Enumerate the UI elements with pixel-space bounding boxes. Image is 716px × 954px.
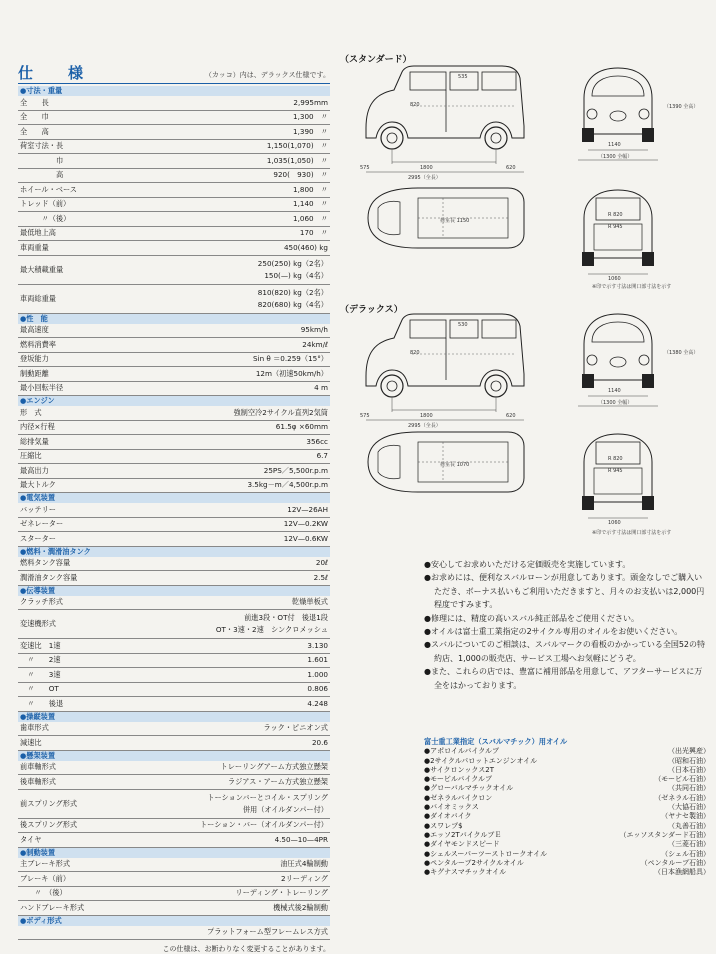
spec-label: ゼネレーター bbox=[20, 519, 64, 529]
spec-value-group bbox=[273, 902, 328, 914]
spec-value-group bbox=[314, 382, 328, 394]
spec-label: 後スプリング形式 bbox=[20, 820, 78, 830]
spec-row bbox=[18, 198, 330, 213]
spec-value-group bbox=[207, 926, 328, 938]
spec-value-group bbox=[275, 834, 328, 846]
spec-label: 形 式 bbox=[20, 407, 42, 417]
spec-value: 前進3段・OT付 後退1段 bbox=[244, 613, 328, 622]
sales-notes bbox=[424, 558, 710, 692]
spec-row bbox=[18, 571, 330, 586]
spec-value-group bbox=[307, 654, 328, 666]
spec-value: 95km/h bbox=[300, 325, 328, 335]
spec-label: 巾 bbox=[20, 155, 64, 165]
spec-title: 仕 様 bbox=[18, 64, 94, 82]
spec-row bbox=[18, 503, 330, 518]
spec-value: 0.806 bbox=[307, 684, 328, 694]
spec-value-group bbox=[314, 572, 328, 584]
spec-value-group bbox=[258, 258, 328, 282]
spec-label: 前スプリング形式 bbox=[20, 798, 78, 808]
spec-value: トレーリングアーム方式独立懸架 bbox=[220, 762, 328, 772]
oil-maker: （日本漁網船具） bbox=[654, 868, 710, 877]
spec-value-group bbox=[200, 819, 328, 831]
spec-value: 12V—0.6KW bbox=[283, 533, 328, 543]
spec-section-heading: ●電気装置 bbox=[18, 493, 330, 503]
oil-maker: （大協石油） bbox=[668, 803, 710, 812]
spec-value-group bbox=[293, 111, 328, 123]
spec-label: 内径×行程 bbox=[20, 422, 55, 432]
spec-value: 20ℓ bbox=[315, 558, 328, 568]
spec-value: Sin θ ＝0.259（15°） bbox=[253, 354, 328, 364]
spec-value-group bbox=[284, 518, 328, 530]
spec-label: 主ブレーキ形式 bbox=[20, 859, 71, 869]
oil-maker: （モービル石油） bbox=[654, 775, 710, 784]
dlx-front-tread: 1140 bbox=[608, 388, 621, 394]
spec-value-group bbox=[307, 669, 328, 681]
spec-value: 1,035(1,050) 〃 bbox=[266, 155, 328, 165]
spec-value-second: 併用（オイルダンパー付） bbox=[242, 804, 328, 814]
spec-label: 前車軸形式 bbox=[20, 762, 56, 772]
spec-value-group bbox=[317, 450, 328, 462]
spec-value-group bbox=[300, 227, 328, 239]
spec-label: タイヤ bbox=[20, 834, 42, 844]
spec-row bbox=[18, 479, 330, 494]
spec-value: 810(820) kg（2名） bbox=[257, 287, 328, 297]
spec-value-group bbox=[287, 504, 328, 516]
spec-value: 乾燥単板式 bbox=[292, 597, 328, 607]
spec-value: 1.601 bbox=[307, 655, 328, 665]
std-front-overhang: 575 bbox=[360, 165, 370, 171]
spec-row bbox=[18, 697, 330, 712]
spec-row bbox=[18, 227, 330, 242]
spec-label: 減速比 bbox=[20, 737, 42, 747]
deluxe-label: （デラックス） bbox=[340, 305, 403, 315]
spec-note: （カッコ）内は、デラックス仕様です。 bbox=[204, 71, 330, 79]
spec-row bbox=[18, 833, 330, 848]
oil-name: ●ゼネラルバイクロン bbox=[424, 793, 493, 802]
spec-value-group bbox=[280, 858, 328, 870]
spec-value: 1,150(1,070) 〃 bbox=[266, 141, 328, 151]
spec-section-heading: ●エンジン bbox=[18, 396, 330, 406]
spec-row bbox=[18, 532, 330, 547]
oil-maker: （日本石油） bbox=[668, 765, 710, 774]
spec-label: 最大積載重量 bbox=[20, 264, 64, 274]
oil-name: ●スワレプ$ bbox=[424, 821, 463, 830]
oil-name: ●ペンタルーブ2サイクルオイル bbox=[424, 858, 524, 867]
oil-item bbox=[424, 747, 710, 756]
spec-row bbox=[18, 154, 330, 169]
dlx-rear-tread: 1060 bbox=[608, 520, 621, 526]
spec-row bbox=[18, 775, 330, 790]
spec-value: 20.6 bbox=[311, 737, 328, 747]
spec-row bbox=[18, 382, 330, 397]
spec-label: 全 巾 bbox=[20, 112, 49, 122]
note-item: ●お求めには、便利なスバルローンが用意してあります。頭金なしでご購入いただき、ボーナス払いもご利用いただきますと、月々のお支払いは2,000円程度ですみます。 bbox=[424, 573, 705, 610]
spec-value: 1,060 〃 bbox=[293, 213, 328, 223]
spec-label: 総排気量 bbox=[20, 436, 49, 446]
spec-row bbox=[18, 111, 330, 126]
dlx-rear-overhang: 620 bbox=[506, 413, 516, 419]
oil-item bbox=[424, 850, 710, 859]
spec-body bbox=[18, 86, 330, 940]
spec-label: 燃料タンク容量 bbox=[20, 558, 71, 568]
spec-row bbox=[18, 353, 330, 368]
spec-value: 1,140 〃 bbox=[293, 199, 328, 209]
dlx-820: 820 bbox=[410, 350, 420, 356]
oil-maker: （昭和石油） bbox=[668, 756, 710, 765]
std-footnote: ※印で示す寸法は開口部寸法を示す bbox=[592, 284, 672, 290]
oil-name: ●エッソ2TバイクルブＥ bbox=[424, 830, 502, 839]
standard-label: （スタンダード） bbox=[340, 55, 412, 65]
spec-value-second: OT・3速・2速 シンクロメッシュ bbox=[215, 625, 328, 634]
spec-value-second: 150(—) kg（4名） bbox=[264, 270, 328, 280]
oil-items bbox=[424, 747, 710, 877]
spec-value: 450(460) kg bbox=[283, 242, 328, 252]
oil-item bbox=[424, 812, 710, 821]
spec-row bbox=[18, 926, 330, 941]
spec-value: 4 m bbox=[314, 383, 328, 393]
spec-label: 高 bbox=[20, 170, 64, 180]
spec-row bbox=[18, 256, 330, 285]
spec-row bbox=[18, 367, 330, 382]
spec-value: トーションバーとコイル・スプリング bbox=[207, 792, 328, 802]
oil-list bbox=[424, 737, 710, 877]
oil-item bbox=[424, 803, 710, 812]
std-rear-overhang: 620 bbox=[506, 165, 516, 171]
spec-value-group bbox=[276, 421, 328, 433]
spec-value: 25PS／5,500r.p.m bbox=[263, 465, 328, 475]
spec-value-group bbox=[267, 140, 328, 152]
spec-value-group bbox=[307, 640, 328, 652]
spec-value-group bbox=[293, 198, 328, 210]
spec-value-group bbox=[258, 287, 328, 311]
oil-name: ●シェルスーパーツーストロークオイル bbox=[424, 849, 548, 858]
spec-label: 燃料消費率 bbox=[20, 339, 56, 349]
spec-label: 〃 OT bbox=[20, 684, 59, 694]
spec-value: 1,390 〃 bbox=[293, 126, 328, 136]
spec-row bbox=[18, 450, 330, 465]
spec-value-group bbox=[284, 242, 328, 254]
spec-label: トレッド（前） bbox=[20, 199, 71, 209]
spec-row bbox=[18, 790, 330, 819]
spec-row bbox=[18, 435, 330, 450]
spec-row bbox=[18, 241, 330, 256]
spec-value-group bbox=[233, 407, 328, 419]
spec-value: 3.130 bbox=[307, 640, 328, 650]
oil-maker: （ペンタルーブ石油） bbox=[640, 858, 710, 867]
spec-row bbox=[18, 324, 330, 339]
spec-row bbox=[18, 285, 330, 314]
spec-value: 油圧式4輪制動 bbox=[280, 859, 328, 869]
oil-name: ●2サイクルパロットエンジンオイル bbox=[424, 756, 538, 765]
oil-maker: （共同石油） bbox=[668, 784, 710, 793]
oil-item bbox=[424, 757, 710, 766]
spec-label: 後車軸形式 bbox=[20, 776, 56, 786]
spec-row bbox=[18, 169, 330, 184]
spec-value-group bbox=[247, 479, 328, 491]
spec-value-group bbox=[293, 213, 328, 225]
spec-row bbox=[18, 140, 330, 155]
spec-value-group bbox=[273, 169, 328, 181]
spec-label: 〃 2速 bbox=[20, 655, 61, 665]
spec-row bbox=[18, 722, 330, 737]
oil-name: ●ダイオバイク bbox=[424, 812, 472, 821]
spec-label: バッテリー bbox=[20, 504, 56, 514]
spec-label: 最小回転半径 bbox=[20, 383, 64, 393]
oil-maker: （ヤナセ製油） bbox=[661, 812, 710, 821]
spec-value-group bbox=[293, 126, 328, 138]
spec-row bbox=[18, 819, 330, 834]
spec-label: 最高速度 bbox=[20, 325, 49, 335]
std-width: （1300 全幅） bbox=[598, 154, 633, 160]
spec-footnote: この仕様は、お断わりなく変更することがあります。 bbox=[162, 945, 330, 953]
spec-label: 車両総重量 bbox=[20, 293, 56, 303]
spec-value-group bbox=[267, 155, 328, 167]
spec-value-group bbox=[307, 698, 328, 710]
spec-value: 1,300 〃 bbox=[293, 112, 328, 122]
spec-row bbox=[18, 464, 330, 479]
note-item: ●修理には、精度の高いスバル純正部品をご使用ください。 bbox=[424, 613, 639, 623]
oil-name: ●キグナスマチックオイル bbox=[424, 868, 507, 877]
spec-row bbox=[18, 901, 330, 916]
spec-section-heading: ●ボディ形式 bbox=[18, 916, 330, 926]
std-rear-tread: 1060 bbox=[608, 276, 621, 282]
spec-row bbox=[18, 610, 330, 639]
spec-value-group bbox=[216, 612, 328, 636]
spec-row bbox=[18, 518, 330, 533]
oil-item bbox=[424, 766, 710, 775]
spec-row bbox=[18, 872, 330, 887]
dlx-wheelbase: 1800 bbox=[420, 413, 433, 419]
spec-value: 12V—26AH bbox=[287, 504, 328, 514]
oil-maker: （エッソスタンダード石油） bbox=[619, 830, 710, 839]
spec-value: 170 〃 bbox=[299, 228, 328, 238]
oil-name: ●バイオミックス bbox=[424, 803, 479, 812]
dlx-530: 530 bbox=[458, 322, 468, 328]
oil-heading: 富士重工業指定（スバルマチック）用オイル bbox=[424, 737, 568, 746]
note-item: ●スバルについてのご相談は、スバルマークの看板のかかっている全国52の特約店、1,000の販売店、サービス工場へお気軽にどうぞ。 bbox=[424, 640, 705, 663]
std-820: 820 bbox=[410, 102, 420, 108]
spec-label: 変速機形式 bbox=[20, 619, 56, 628]
spec-value: 機械式後2輪制動 bbox=[273, 902, 328, 912]
oil-item bbox=[424, 784, 710, 793]
spec-section-heading: ●寸法・重量 bbox=[18, 86, 330, 96]
spec-value-group bbox=[284, 533, 328, 545]
oil-item bbox=[424, 794, 710, 803]
spec-section-heading: ●懸架装置 bbox=[18, 751, 330, 761]
note-item: ●オイルは富士重工業指定の2サイクル専用のオイルをお使いください。 bbox=[424, 627, 683, 637]
spec-value: 12m（初速50km/h） bbox=[255, 368, 328, 378]
spec-value: 4.50—10—4PR bbox=[274, 834, 328, 844]
spec-label: 潤滑油タンク容量 bbox=[20, 572, 78, 582]
spec-label: 〃（後） bbox=[20, 213, 71, 223]
spec-row bbox=[18, 668, 330, 683]
spec-value-group bbox=[293, 184, 328, 196]
spec-value-group bbox=[301, 324, 328, 336]
spec-label: 全 高 bbox=[20, 126, 49, 136]
spec-label: 〃 3速 bbox=[20, 669, 61, 679]
spec-row bbox=[18, 421, 330, 436]
spec-value: 61.5φ ×60mm bbox=[275, 422, 328, 432]
spec-label: 変速比 1速 bbox=[20, 640, 61, 650]
spec-label: ブレーキ（前） bbox=[20, 873, 71, 883]
spec-row bbox=[18, 654, 330, 669]
spec-label: 最低地上高 bbox=[20, 228, 56, 238]
std-height: （1390 全高） bbox=[664, 104, 699, 110]
spec-label: ホイール・ベース bbox=[20, 184, 77, 194]
oil-maker: （三菱石油） bbox=[668, 840, 710, 849]
dlx-height: （1380 全高） bbox=[664, 350, 699, 356]
oil-item bbox=[424, 831, 710, 840]
oil-maker: （シェル石油） bbox=[661, 849, 710, 858]
spec-label: ハンドブレーキ形式 bbox=[20, 902, 85, 912]
oil-name: ●サイクロンックス2T bbox=[424, 765, 494, 774]
dlx-r945: R 945 bbox=[608, 468, 623, 474]
spec-value-group bbox=[302, 339, 328, 351]
spec-row bbox=[18, 596, 330, 611]
spec-value: 250(250) kg（2名） bbox=[257, 258, 328, 268]
spec-label: 〃 （後） bbox=[20, 888, 67, 898]
spec-section-heading: ●伝導装置 bbox=[18, 586, 330, 596]
spec-row bbox=[18, 887, 330, 902]
spec-row bbox=[18, 761, 330, 776]
spec-value: 356cc bbox=[306, 436, 328, 446]
spec-row bbox=[18, 96, 330, 111]
oil-maker: （出光興産） bbox=[668, 747, 710, 756]
std-r820: R 820 bbox=[608, 212, 623, 218]
spec-value-group bbox=[293, 97, 328, 109]
spec-value-group bbox=[306, 436, 328, 448]
std-r945: R 945 bbox=[608, 224, 623, 230]
spec-label: 車両重量 bbox=[20, 242, 49, 252]
spec-value: 12V—0.2KW bbox=[283, 519, 328, 529]
oil-item bbox=[424, 859, 710, 868]
oil-item bbox=[424, 868, 710, 877]
oil-name: ●アポロイルバイクルブ bbox=[424, 747, 500, 756]
spec-row bbox=[18, 736, 330, 751]
spec-row bbox=[18, 683, 330, 698]
spec-value: 3.5kg－m／4,500r.p.m bbox=[247, 480, 328, 490]
spec-value-group bbox=[307, 683, 328, 695]
std-wheelbase: 1800 bbox=[420, 165, 433, 171]
spec-value-group bbox=[256, 368, 328, 380]
spec-value: 2リーディング bbox=[281, 873, 328, 883]
spec-label: クラッチ形式 bbox=[20, 597, 63, 607]
spec-label: スターター bbox=[20, 533, 56, 543]
oil-item bbox=[424, 840, 710, 849]
spec-value-group bbox=[292, 596, 328, 608]
spec-value: 1,800 〃 bbox=[293, 184, 328, 194]
note-item: ●また、これらの店では、豊富に補用部品を用意して、アフターサービスに万全をはかっております。 bbox=[424, 667, 703, 690]
spec-label: 〃 後退 bbox=[20, 698, 64, 708]
spec-value: 強制空冷2サイクル直列2気筒 bbox=[233, 407, 328, 417]
spec-row bbox=[18, 406, 330, 421]
spec-value: 24km/ℓ bbox=[302, 339, 328, 349]
spec-value-group bbox=[207, 792, 328, 816]
spec-header bbox=[18, 60, 330, 84]
spec-table bbox=[18, 60, 330, 954]
spec-label: 最高出力 bbox=[20, 465, 49, 475]
spec-section-heading: ●燃料・潤滑油タンク bbox=[18, 547, 330, 557]
spec-value-group bbox=[281, 873, 328, 885]
spec-value-group bbox=[221, 761, 328, 773]
oil-name: ●グローバルマチックオイル bbox=[424, 784, 514, 793]
std-535: 535 bbox=[458, 74, 468, 80]
std-front-tread: 1140 bbox=[608, 142, 621, 148]
dimension-diagrams bbox=[340, 48, 710, 548]
spec-value: トーション・バー（オイルダンパー付） bbox=[199, 820, 328, 830]
oil-name: ●モービルバイクルブ bbox=[424, 775, 492, 784]
oil-item bbox=[424, 822, 710, 831]
spec-label: 登坂能力 bbox=[20, 354, 49, 364]
dlx-r820: R 820 bbox=[608, 456, 623, 462]
dlx-length: 2995（全長） bbox=[408, 423, 441, 429]
spec-row bbox=[18, 125, 330, 140]
std-length: 2995（全長） bbox=[408, 175, 441, 181]
spec-value-group bbox=[228, 776, 328, 788]
spec-section-heading: ●性 能 bbox=[18, 314, 330, 324]
spec-label: 荷室寸法・長 bbox=[20, 141, 64, 151]
spec-section-heading: ●制動装置 bbox=[18, 848, 330, 858]
spec-value: 1.000 bbox=[307, 669, 328, 679]
spec-row bbox=[18, 858, 330, 873]
spec-value: 6.7 bbox=[316, 451, 328, 461]
spec-value-group bbox=[316, 557, 328, 569]
spec-label: 最大トルク bbox=[20, 480, 56, 490]
note-item: ●安心してお求めいただける定価販売を実施しています。 bbox=[424, 560, 631, 569]
spec-value-second: 820(680) kg（4名） bbox=[257, 299, 328, 309]
dlx-width: （1300 全幅） bbox=[598, 400, 633, 406]
spec-row bbox=[18, 183, 330, 198]
spec-value-group bbox=[312, 737, 328, 749]
spec-value-group bbox=[235, 887, 328, 899]
oil-maker: （ゼネラル石油） bbox=[654, 793, 710, 802]
spec-label: 全 長 bbox=[20, 97, 49, 107]
spec-section-heading: ●操縦装置 bbox=[18, 712, 330, 722]
spec-value: 2,995mm bbox=[293, 97, 328, 107]
dlx-front-overhang: 575 bbox=[360, 413, 370, 419]
spec-label: 制動距離 bbox=[20, 368, 49, 378]
car-drawings bbox=[340, 48, 710, 548]
spec-label: 圧縮比 bbox=[20, 451, 42, 461]
spec-value: プラットフォーム型フレームレス方式 bbox=[207, 927, 328, 937]
std-cargo: 荷室長 1150 bbox=[440, 218, 470, 224]
spec-label: 歯車形式 bbox=[20, 723, 49, 733]
spec-value: 920( 930) 〃 bbox=[273, 170, 328, 180]
dlx-cargo: 荷室長 1070 bbox=[440, 462, 470, 468]
spec-value: 4.248 bbox=[307, 698, 328, 708]
spec-value-group bbox=[253, 353, 328, 365]
spec-value: 2.5ℓ bbox=[313, 572, 328, 582]
spec-row bbox=[18, 639, 330, 654]
oil-maker: （丸善石油） bbox=[668, 821, 710, 830]
spec-row bbox=[18, 338, 330, 353]
spec-value-group bbox=[263, 722, 328, 734]
oil-name: ●ダイヤモンドスピード bbox=[424, 840, 500, 849]
spec-row bbox=[18, 557, 330, 572]
dlx-footnote: ※印で示す寸法は開口部寸法を示す bbox=[592, 530, 672, 536]
spec-value-group bbox=[264, 465, 328, 477]
spec-value: リーディング・トレーリング bbox=[235, 888, 328, 898]
spec-value: ラジアス・アーム方式独立懸架 bbox=[227, 776, 328, 786]
spec-row bbox=[18, 212, 330, 227]
spec-value: ラック・ピニオン式 bbox=[263, 723, 328, 733]
